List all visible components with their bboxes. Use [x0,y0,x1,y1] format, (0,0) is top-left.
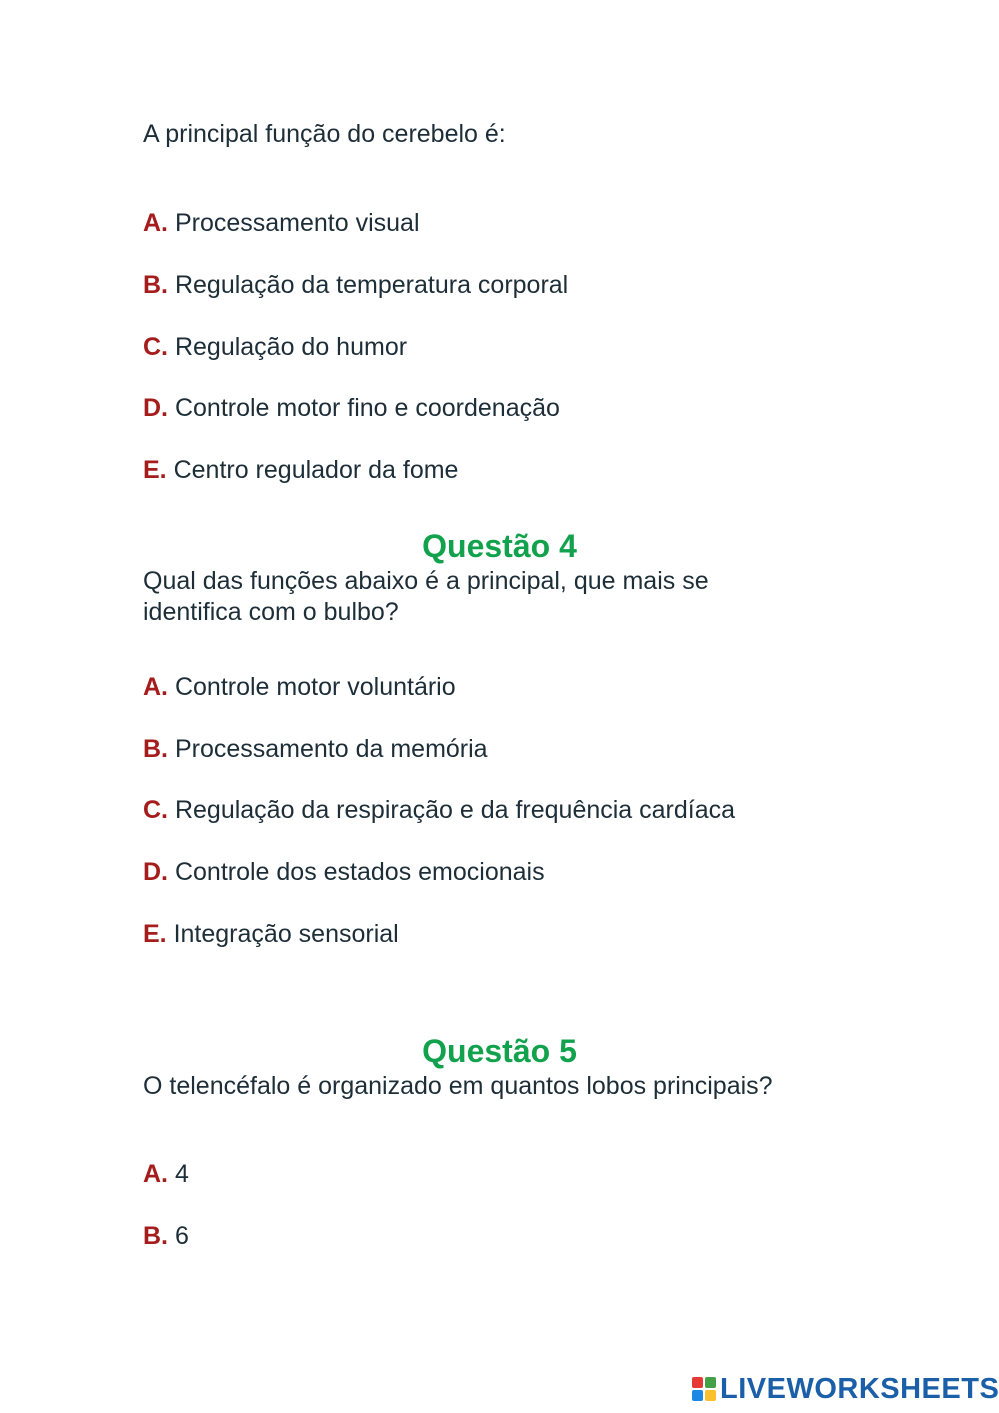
q3-option-c[interactable] [143,332,407,363]
option-letter: B. [143,271,168,299]
q3-option-d[interactable] [143,393,560,424]
option-letter: D. [143,394,168,422]
question-4-title: Questão 4 [422,528,577,564]
option-text: Controle motor fino e coordenação [174,394,560,422]
q3-option-e[interactable] [143,455,458,486]
q5-option-a[interactable] [143,1159,189,1190]
option-text: 4 [174,1160,189,1188]
option-text: Regulação do humor [174,333,408,361]
option-letter: B. [143,735,168,763]
option-text: Controle dos estados emocionais [174,858,545,886]
question-3-text: A principal função do cerebelo é: [143,120,506,148]
question-5-title: Questão 5 [422,1033,577,1069]
option-letter: D. [143,858,168,886]
logo-text: LIVEWORKSHEETS [720,1372,999,1405]
question-4-text: Qual das funções abaixo é a principal, que mais se identifica com o bulbo? [143,567,709,626]
option-letter: A. [143,673,168,701]
option-letter: E. [143,920,167,948]
option-text: Processamento da memória [174,735,488,763]
option-letter: C. [143,796,168,824]
option-text: Regulação da respiração e da frequência cardíaca [174,796,736,824]
option-text: Centro regulador da fome [173,456,459,484]
q4-option-c[interactable] [143,795,735,826]
option-letter: A. [143,209,168,237]
option-letter: A. [143,1160,168,1188]
liveworksheets-logo [692,1374,999,1404]
question-5-text: O telencéfalo é organizado em quantos lobos principais? [143,1072,773,1100]
q4-option-b[interactable] [143,734,488,765]
option-letter: B. [143,1222,168,1250]
option-letter: E. [143,456,167,484]
q4-option-a[interactable] [143,672,456,703]
option-text: Integração sensorial [173,920,399,948]
q3-option-a[interactable] [143,208,420,239]
q3-option-b[interactable] [143,270,568,301]
q4-option-e[interactable] [143,919,399,950]
logo-blocks-icon [692,1377,716,1401]
option-letter: C. [143,333,168,361]
option-text: 6 [174,1222,189,1250]
option-text: Controle motor voluntário [174,673,456,701]
option-text: Processamento visual [174,209,420,237]
q5-option-b[interactable] [143,1221,189,1252]
q4-option-d[interactable] [143,857,545,888]
option-text: Regulação da temperatura corporal [174,271,569,299]
